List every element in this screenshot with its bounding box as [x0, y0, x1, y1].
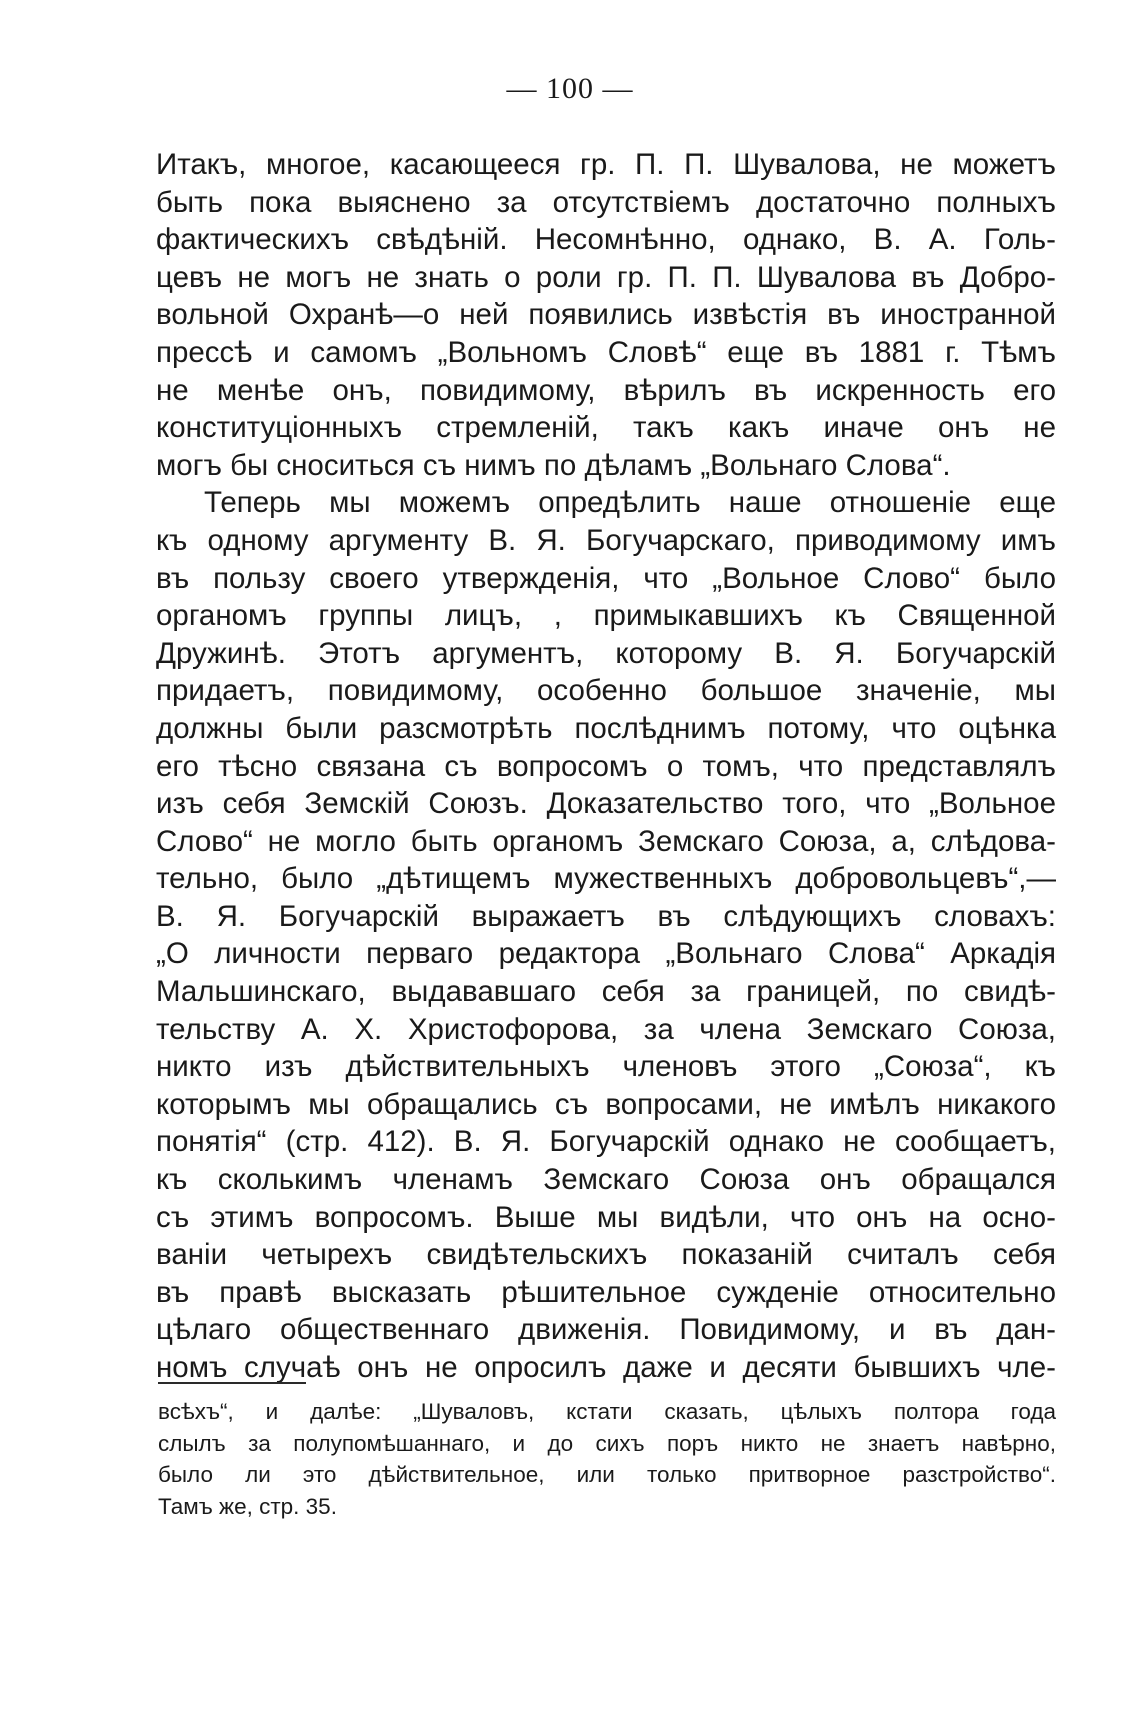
text-line: тельству А. Х. Христофорова, за члена Земскаго Союза, [156, 1012, 1056, 1046]
text-line: фактическихъ свѣдѣній. Несомнѣнно, однако, В. А. Голь- [156, 223, 1056, 257]
text-line: Слово“ не могло быть органомъ Земскаго Союза, а, слѣдова- [156, 824, 1056, 858]
text-line: понятія“ (стр. 412). В. Я. Богучарскій однако не сообщаетъ, [156, 1125, 1056, 1159]
text-line: Итакъ, многое, касающееся гр. П. П. Шувалова, не можетъ [156, 148, 1056, 181]
footnote [158, 1396, 1056, 1522]
text-line: съ этимъ вопросомъ. Выше мы видѣли, что онъ на осно- [156, 1200, 1056, 1234]
text-line: тельно, было „дѣтищемъ мужественныхъ добровольцевъ“,— [156, 862, 1056, 896]
text-line: конституціонныхъ стремленій, такъ какъ иначе онъ не [156, 411, 1056, 445]
text-line: „О личности перваго редактора „Вольнаго Слова“ Аркадія [156, 937, 1056, 971]
text-line: прессѣ и самомъ „Вольномъ Словѣ“ еще въ 1881 г. Тѣмъ [156, 335, 1056, 369]
text-line: цевъ не могъ не знать о роли гр. П. П. Шувалова въ Добро- [156, 260, 1056, 294]
text-line: его тѣсно связана съ вопросомъ о томъ, что представлялъ [156, 749, 1056, 783]
paragraph-start-line: Теперь мы можемъ опредѣлить наше отношеніе еще [204, 486, 1056, 520]
text-line: Дружинѣ. Этотъ аргументъ, которому В. Я. Богучарскій [156, 636, 1056, 670]
footnote-line: Тамъ же, стр. 35. [158, 1493, 337, 1519]
text-line: Мальшинскаго, выдававшаго себя за границей, по свидѣ- [156, 975, 1056, 1009]
footnote-line: всѣхъ“, и далѣе: „Шуваловъ, кстати сказать, цѣлыхъ полтора года [158, 1399, 1056, 1424]
text-line: къ одному аргументу В. Я. Богучарскаго, приводимому имъ [156, 523, 1056, 557]
footnote-line: слылъ за полупомѣшаннаго, и до сихъ поръ никто не знаетъ навѣрно, [158, 1430, 1056, 1456]
page-number: — 100 — [506, 72, 634, 105]
text-line: въ пользу своего утвержденія, что „Вольное Слово“ было [156, 561, 1056, 595]
text-line: быть пока выяснено за отсутствіемъ достаточно полныхъ [156, 185, 1056, 219]
text-line: изъ себя Земскій Союзъ. Доказательство того, что „Вольное [156, 787, 1056, 821]
text-line: въ правѣ высказать рѣшительное сужденіе относительно [156, 1275, 1056, 1309]
text-line: органомъ группы лицъ, , примыкавшихъ къ Священной [156, 599, 1056, 633]
main-text-body [156, 146, 1056, 1387]
text-line: ваніи четырехъ свидѣтельскихъ показаній считалъ себя [156, 1238, 1056, 1272]
text-line: никто изъ дѣйствительныхъ членовъ этого „Союза“, къ [156, 1050, 1056, 1084]
footnote-line: было ли это дѣйствительное, или только притворное разстройство“. [158, 1462, 1056, 1487]
footnote-separator [158, 1382, 306, 1384]
text-line: которымъ мы обращались съ вопросами, не имѣлъ никакого [156, 1087, 1056, 1121]
text-line: къ сколькимъ членамъ Земскаго Союза онъ обращался [156, 1163, 1056, 1197]
text-line: В. Я. Богучарскій выражаетъ въ слѣдующихъ словахъ: [156, 899, 1056, 933]
text-line: вольной Охранѣ—о ней появились извѣстія въ иностранной [156, 298, 1056, 332]
text-line: цѣлаго общественнаго движенія. Повидимому, и въ дан- [156, 1313, 1056, 1347]
text-line: могъ бы сноситься съ нимъ по дѣламъ „Вольнаго Слова“. [156, 448, 951, 482]
text-line: не менѣе онъ, повидимому, вѣрилъ въ искренность его [156, 373, 1056, 407]
text-line: должны были разсмотрѣть послѣднимъ потому, что оцѣнка [156, 711, 1056, 745]
text-line: придаетъ, повидимому, особенно большое значеніе, мы [156, 674, 1056, 708]
text-line: номъ случаѣ онъ не опросилъ даже и десяти бывшихъ чле- [156, 1351, 1056, 1384]
